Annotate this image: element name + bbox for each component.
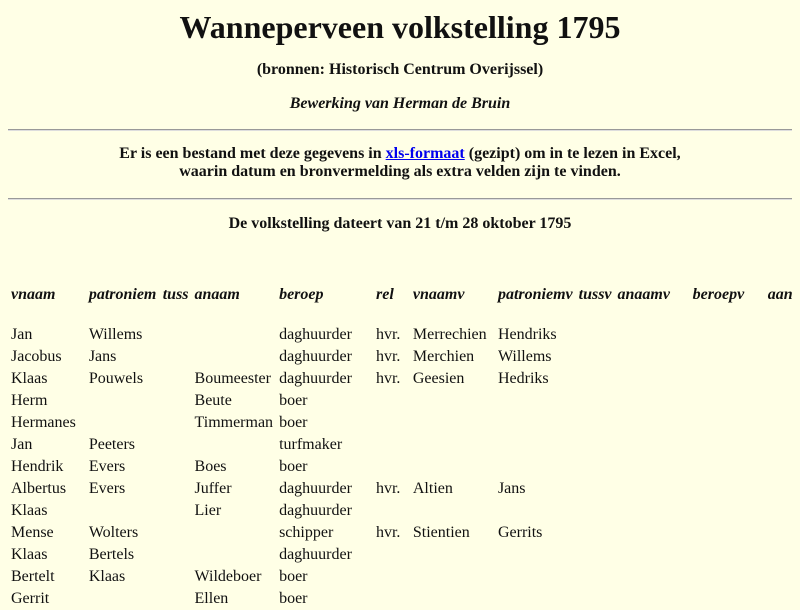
cell-tuss (160, 500, 192, 522)
cell-patroniemv (495, 500, 576, 522)
cell-tuss (160, 478, 192, 500)
cell-anaam: Timmerman (194, 414, 274, 431)
cell-beroepv (690, 588, 765, 610)
table-row (8, 412, 800, 434)
cell-tuss (160, 368, 192, 390)
cell-tuss (160, 588, 192, 610)
cell-tussv (576, 522, 615, 544)
cell-patroniemv (495, 456, 576, 478)
cell-patroniemv (495, 566, 576, 588)
cell-rel (373, 390, 410, 412)
cell-tussv (576, 544, 615, 566)
cell-vnaam: Mense (11, 524, 54, 541)
cell-aan (765, 500, 800, 522)
cell-vnaamv (410, 500, 495, 522)
cell-vnaam: Klaas (11, 546, 48, 563)
cell-vnaamv: Merrechien (412, 326, 487, 343)
cell-anaam (192, 346, 277, 368)
cell-rel (373, 456, 410, 478)
cell-anaamv (615, 522, 690, 544)
cell-anaamv (615, 368, 690, 390)
cell-anaamv (615, 500, 690, 522)
cell-tussv (576, 390, 615, 412)
cell-tussv (576, 588, 615, 610)
cell-patroniem (86, 500, 160, 522)
cell-rel: hvr. (375, 370, 401, 387)
cell-rel (373, 544, 410, 566)
download-notice (0, 145, 800, 181)
cell-tuss (160, 390, 192, 412)
table-row (8, 588, 800, 610)
cell-anaamv (615, 456, 690, 478)
cell-anaam: Juffer (194, 480, 232, 497)
cell-anaamv (615, 346, 690, 368)
table-header-row (8, 284, 800, 306)
cell-aan (765, 412, 800, 434)
column-header-tuss: tuss (162, 286, 189, 303)
table-row (8, 522, 800, 544)
cell-patroniemv (495, 544, 576, 566)
table-row (8, 368, 800, 390)
cell-beroep: daghuurder (279, 326, 352, 343)
cell-vnaam: Albertus (11, 480, 67, 497)
table-row (8, 566, 800, 588)
cell-anaam: Ellen (194, 590, 229, 607)
cell-patroniem (86, 412, 160, 434)
cell-beroepv (690, 566, 765, 588)
cell-patroniem (86, 588, 160, 610)
header-spacer (8, 306, 800, 324)
cell-vnaamv (410, 434, 495, 456)
cell-beroepv (690, 456, 765, 478)
column-header-rel: rel (375, 286, 394, 303)
cell-aan (765, 566, 800, 588)
column-header-vnaamv: vnaamv (412, 286, 465, 303)
cell-rel: hvr. (375, 480, 401, 497)
cell-beroepv (690, 544, 765, 566)
sources-subtitle: (bronnen: Historisch Centrum Overijssel) (256, 61, 544, 78)
cell-aan (765, 346, 800, 368)
cell-tussv (576, 368, 615, 390)
cell-beroep: daghuurder (279, 502, 352, 519)
cell-patroniemv (495, 412, 576, 434)
cell-aan (765, 456, 800, 478)
cell-patroniem: Evers (88, 458, 126, 475)
table-body (8, 306, 800, 610)
cell-rel: hvr. (375, 524, 401, 541)
cell-anaamv (615, 566, 690, 588)
cell-tussv (576, 346, 615, 368)
author-credit: Bewerking van Herman de Bruin (289, 95, 511, 112)
cell-tuss (160, 522, 192, 544)
cell-anaamv (615, 412, 690, 434)
cell-tussv (576, 456, 615, 478)
cell-beroep: boer (279, 392, 308, 409)
cell-beroep: daghuurder (279, 348, 352, 365)
cell-beroepv (690, 478, 765, 500)
cell-vnaamv: Altien (412, 480, 453, 497)
census-table (8, 284, 800, 610)
column-header-anaam: anaam (194, 286, 240, 303)
cell-beroepv (690, 390, 765, 412)
cell-anaam: Beute (194, 392, 232, 409)
cell-beroepv (690, 522, 765, 544)
xls-download-link[interactable]: xls-formaat (385, 145, 465, 162)
cell-rel (373, 434, 410, 456)
table-row (8, 346, 800, 368)
cell-beroep: daghuurder (279, 546, 352, 563)
cell-patroniem: Pouwels (88, 370, 144, 387)
cell-tussv (576, 478, 615, 500)
cell-vnaam: Hendrik (11, 458, 64, 475)
cell-patroniemv: Gerrits (497, 524, 543, 541)
cell-beroep: boer (279, 458, 308, 475)
column-header-aan: aan (767, 286, 793, 303)
cell-patroniem: Peeters (88, 436, 136, 453)
cell-beroep: schipper (279, 524, 334, 541)
cell-beroepv (690, 346, 765, 368)
cell-beroepv (690, 434, 765, 456)
cell-patroniemv (495, 588, 576, 610)
cell-beroepv (690, 368, 765, 390)
cell-anaam: Boes (194, 458, 227, 475)
cell-vnaamv (410, 456, 495, 478)
cell-vnaam: Jacobus (11, 348, 62, 365)
cell-aan (765, 522, 800, 544)
cell-anaam: Lier (194, 502, 222, 519)
cell-patroniemv: Jans (497, 480, 526, 497)
cell-patroniem: Evers (88, 480, 126, 497)
page-title: Wanneperveen volkstelling 1795 (179, 9, 621, 45)
cell-beroep: boer (279, 414, 308, 431)
cell-beroep: daghuurder (279, 480, 352, 497)
cell-vnaamv: Geesien (412, 370, 465, 387)
cell-patroniem (86, 390, 160, 412)
column-header-vnaam: vnaam (11, 286, 56, 303)
cell-tussv (576, 324, 615, 346)
cell-patroniem: Jans (88, 348, 117, 365)
cell-anaamv (615, 324, 690, 346)
cell-tuss (160, 324, 192, 346)
cell-patroniem: Willems (88, 326, 143, 343)
table-row (8, 456, 800, 478)
cell-vnaam: Gerrit (11, 590, 50, 607)
cell-vnaam: Klaas (11, 370, 48, 387)
cell-rel (373, 588, 410, 610)
cell-tuss (160, 346, 192, 368)
cell-aan (765, 324, 800, 346)
cell-vnaam: Jan (11, 436, 33, 453)
cell-tussv (576, 434, 615, 456)
cell-aan (765, 544, 800, 566)
cell-patroniem: Klaas (88, 568, 126, 585)
cell-tuss (160, 412, 192, 434)
cell-beroep: boer (279, 568, 308, 585)
cell-rel (373, 566, 410, 588)
cell-patroniemv (495, 434, 576, 456)
cell-patroniemv: Hendriks (497, 326, 557, 343)
table-row (8, 500, 800, 522)
divider-top (8, 129, 792, 131)
cell-tuss (160, 456, 192, 478)
cell-anaam (192, 544, 277, 566)
column-header-tussv: tussv (578, 286, 612, 303)
cell-vnaamv (410, 390, 495, 412)
cell-beroepv (690, 324, 765, 346)
cell-tussv (576, 500, 615, 522)
cell-patroniem: Wolters (88, 524, 139, 541)
cell-vnaam: Jan (11, 326, 33, 343)
cell-anaam (192, 522, 277, 544)
cell-vnaamv (410, 588, 495, 610)
cell-anaam (192, 434, 277, 456)
cell-tuss (160, 544, 192, 566)
cell-patroniem: Bertels (88, 546, 135, 563)
column-header-anaamv: anaamv (617, 286, 670, 303)
cell-vnaam: Herm (11, 392, 48, 409)
divider-bottom (8, 198, 792, 200)
cell-vnaam: Bertelt (11, 568, 55, 585)
cell-tuss (160, 566, 192, 588)
table-row (8, 390, 800, 412)
census-date: De volkstelling dateert van 21 t/m 28 oktober 1795 (228, 215, 572, 232)
cell-patroniemv (495, 390, 576, 412)
cell-beroep: boer (279, 590, 308, 607)
cell-patroniemv: Hedriks (497, 370, 549, 387)
cell-aan (765, 368, 800, 390)
table-row (8, 478, 800, 500)
table-row (8, 544, 800, 566)
cell-rel: hvr. (375, 326, 401, 343)
cell-tussv (576, 566, 615, 588)
cell-anaamv (615, 478, 690, 500)
cell-vnaam: Klaas (11, 502, 48, 519)
table-row (8, 434, 800, 456)
column-header-beroep: beroep (279, 286, 324, 303)
cell-beroep: turfmaker (279, 436, 343, 453)
cell-anaamv (615, 390, 690, 412)
cell-rel: hvr. (375, 348, 401, 365)
cell-vnaamv: Stientien (412, 524, 470, 541)
cell-patroniemv: Willems (497, 348, 552, 365)
cell-aan (765, 478, 800, 500)
cell-anaamv (615, 434, 690, 456)
notice-text-before: Er is een bestand met deze gegevens in (119, 145, 386, 162)
cell-rel (373, 412, 410, 434)
column-header-patroniemv: patroniemv (497, 286, 573, 303)
cell-tuss (160, 434, 192, 456)
cell-aan (765, 588, 800, 610)
notice-text-line2: waarin datum en bronvermelding als extra velden zijn te vinden. (179, 163, 621, 180)
cell-vnaamv (410, 544, 495, 566)
notice-text-after: (gezipt) om in te lezen in Excel, (464, 145, 681, 162)
cell-anaam: Wildeboer (194, 568, 262, 585)
cell-tussv (576, 412, 615, 434)
cell-vnaamv (410, 566, 495, 588)
table-row (8, 324, 800, 346)
cell-aan (765, 434, 800, 456)
cell-vnaamv (410, 412, 495, 434)
cell-anaamv (615, 544, 690, 566)
cell-beroep: daghuurder (279, 370, 352, 387)
cell-vnaamv: Merchien (412, 348, 475, 365)
cell-rel (373, 500, 410, 522)
cell-beroepv (690, 412, 765, 434)
column-header-patroniem: patroniem (88, 286, 157, 303)
cell-beroepv (690, 500, 765, 522)
cell-anaam: Boumeester (194, 370, 271, 387)
cell-vnaam: Hermanes (11, 414, 76, 431)
cell-aan (765, 390, 800, 412)
cell-anaamv (615, 588, 690, 610)
column-header-beroepv: beroepv (692, 286, 745, 303)
cell-anaam (192, 324, 277, 346)
